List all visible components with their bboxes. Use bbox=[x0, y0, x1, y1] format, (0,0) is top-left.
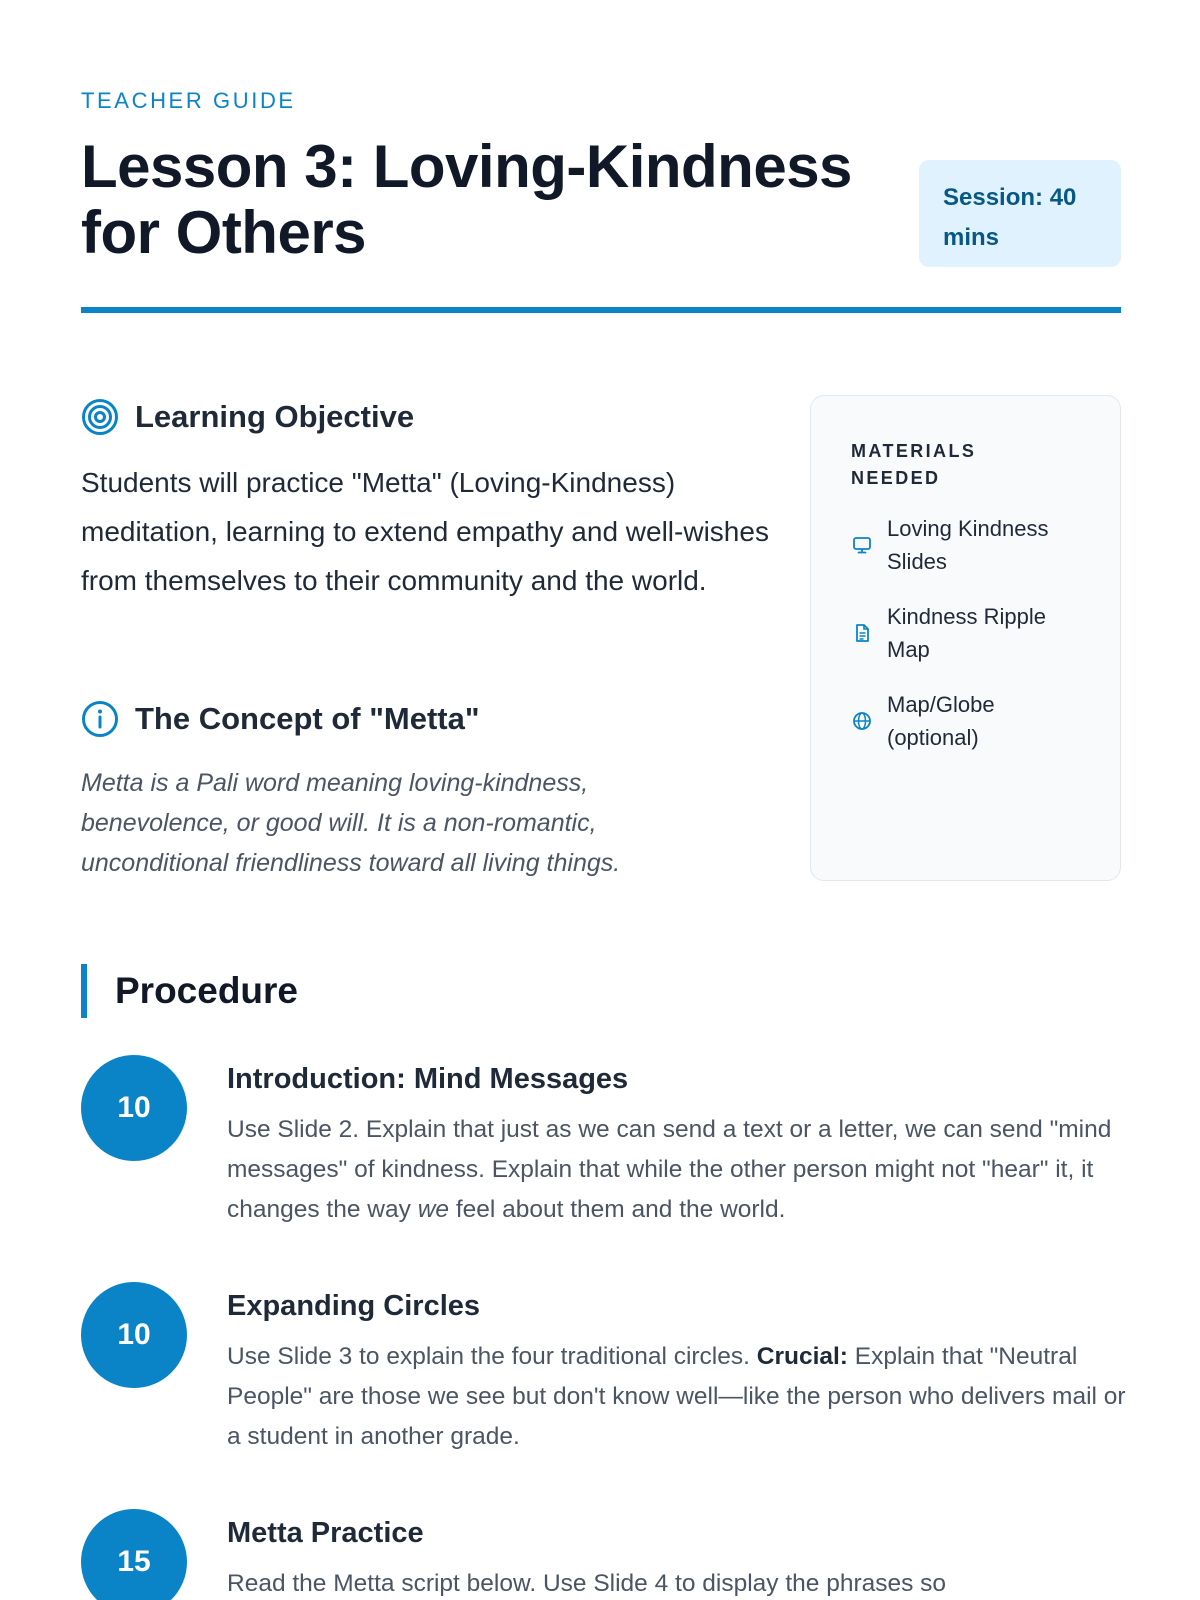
step-title: Expanding Circles bbox=[227, 1290, 481, 1322]
objective-text: Students will practice "Metta" (Loving-Kindness) meditation, learning to extend empathy and well-wishes from themselves to their community and the world. bbox=[81, 467, 769, 596]
objective-heading bbox=[81, 395, 414, 439]
page-title: Lesson 3: Loving-Kindness for Others bbox=[81, 133, 852, 266]
guide-eyebrow: TEACHER GUIDE bbox=[81, 88, 296, 113]
teacher-guide-page bbox=[81, 0, 1126, 1600]
material-item-map bbox=[851, 600, 1080, 666]
step-body: Use Slide 3 to explain the four traditional circles. Crucial: Explain that "Neutral People" are those we see but don't know well—like the person who delivers mail or a student in another grade. bbox=[227, 1343, 1126, 1450]
concept-heading-label: The Concept of "Metta" bbox=[135, 701, 480, 736]
concept-heading bbox=[81, 697, 480, 741]
target-icon bbox=[81, 398, 119, 436]
material-label: Loving Kindness Slides bbox=[887, 516, 1049, 574]
info-icon bbox=[81, 700, 119, 738]
material-item-globe bbox=[851, 688, 1080, 754]
materials-title: MATERIALS NEEDED bbox=[851, 441, 977, 488]
step-title: Metta Practice bbox=[227, 1517, 424, 1549]
step-body: Read the Metta script below. Use Slide 4 to display the phrases so bbox=[227, 1570, 947, 1597]
materials-card bbox=[810, 395, 1121, 881]
step-minutes-badge: 10 bbox=[81, 1282, 187, 1388]
materials-list bbox=[851, 512, 1080, 754]
header-divider bbox=[81, 307, 1121, 313]
procedure-heading bbox=[81, 964, 298, 1018]
session-badge: Session: 40 mins bbox=[919, 160, 1121, 267]
step-body: Use Slide 2. Explain that just as we can send a text or a letter, we can send "mind messages" of kindness. Explain that while the other person might not "hear" it, it changes the way we feel about them and the world. bbox=[227, 1116, 1112, 1223]
material-label: Map/Globe (optional) bbox=[887, 692, 995, 750]
procedure-heading-label: Procedure bbox=[115, 970, 299, 1011]
step-minutes-badge: 10 bbox=[81, 1055, 187, 1161]
step-minutes-badge: 15 bbox=[81, 1509, 187, 1600]
material-item-slides bbox=[851, 512, 1080, 578]
procedure-accent-bar bbox=[81, 964, 87, 1018]
material-label: Kindness Ripple Map bbox=[887, 604, 1046, 662]
document-icon bbox=[851, 622, 873, 644]
monitor-icon bbox=[851, 534, 873, 556]
globe-icon bbox=[851, 710, 873, 732]
step-title: Introduction: Mind Messages bbox=[227, 1063, 629, 1095]
concept-text: Metta is a Pali word meaning loving-kindness, benevolence, or good will. It is a non-romantic, unconditional friendliness toward all living things. bbox=[81, 769, 621, 877]
objective-heading-label: Learning Objective bbox=[135, 399, 415, 434]
